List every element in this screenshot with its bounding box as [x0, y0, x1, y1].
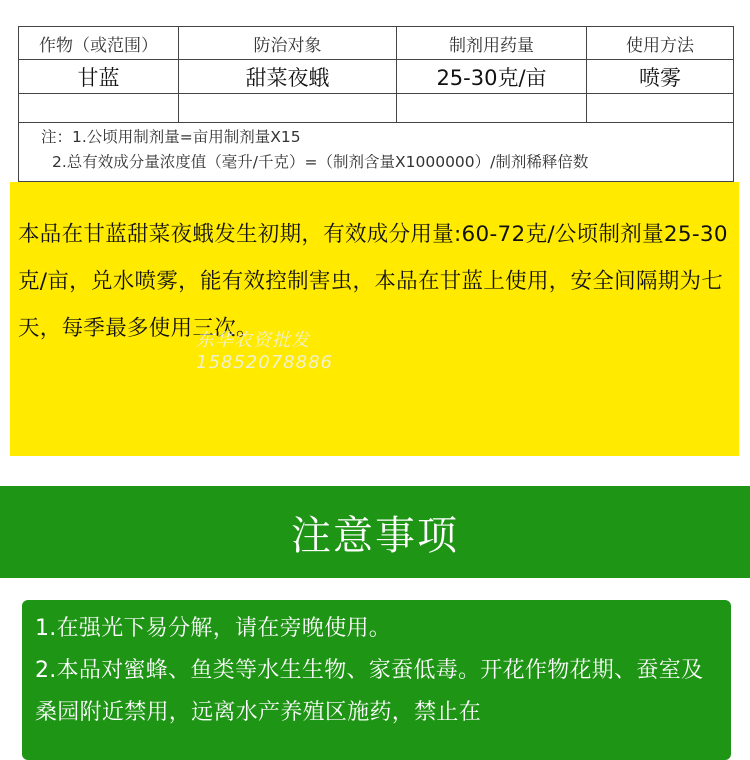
watermark-line-2: 15852078886 [196, 352, 333, 373]
usage-panel [10, 182, 739, 456]
header-dosage: 制剂用药量 [397, 27, 587, 60]
precaution-item-2: 2.本品对蜜蜂、鱼类等水生生物、家蚕低毒。开花作物花期、蚕室及桑园附近禁用，远离水产养殖区施药，禁止在 [35, 658, 704, 725]
cell-empty [179, 94, 397, 123]
table-row-empty [19, 94, 734, 123]
usage-text: 本品在甘蓝甜菜夜蛾发生初期，有效成分用量:60-72克/公顷制剂量25-30克/亩，兑水喷雾，能有效控制害虫，本品在甘蓝上使用，安全间隔期为七天，每季最多使用三次。 [18, 222, 728, 341]
note-line-2: 2.总有效成分量浓度值（毫升/千克）=（制剂含量X1000000）/制剂稀释倍数 [52, 153, 589, 171]
note-line-1: 注：1.公顷用制剂量=亩用制剂量X15 [41, 128, 301, 146]
dosage-table [18, 26, 734, 182]
cell-empty [397, 94, 587, 123]
header-crop: 作物（或范围） [19, 27, 179, 60]
precautions-banner [0, 486, 750, 578]
table-header-row [19, 27, 734, 60]
cell-target: 甜菜夜蛾 [179, 60, 397, 94]
dosage-table-container [18, 26, 733, 182]
precautions-text [35, 608, 725, 734]
precautions-panel [22, 600, 731, 760]
cell-method: 喷雾 [587, 60, 734, 94]
precautions-title: 注意事项 [291, 512, 459, 559]
watermark-line-1: 东华农资批发 [196, 330, 310, 351]
cell-dosage: 25-30克/亩 [397, 60, 587, 94]
precaution-item-1: 1.在强光下易分解，请在旁晚使用。 [35, 616, 392, 641]
cell-empty [19, 94, 179, 123]
header-method: 使用方法 [587, 27, 734, 60]
table-note [19, 123, 734, 182]
watermark [196, 330, 333, 374]
cell-empty [587, 94, 734, 123]
header-target: 防治对象 [179, 27, 397, 60]
table-row [19, 60, 734, 94]
cell-crop: 甘蓝 [19, 60, 179, 94]
table-note-row [19, 123, 734, 182]
